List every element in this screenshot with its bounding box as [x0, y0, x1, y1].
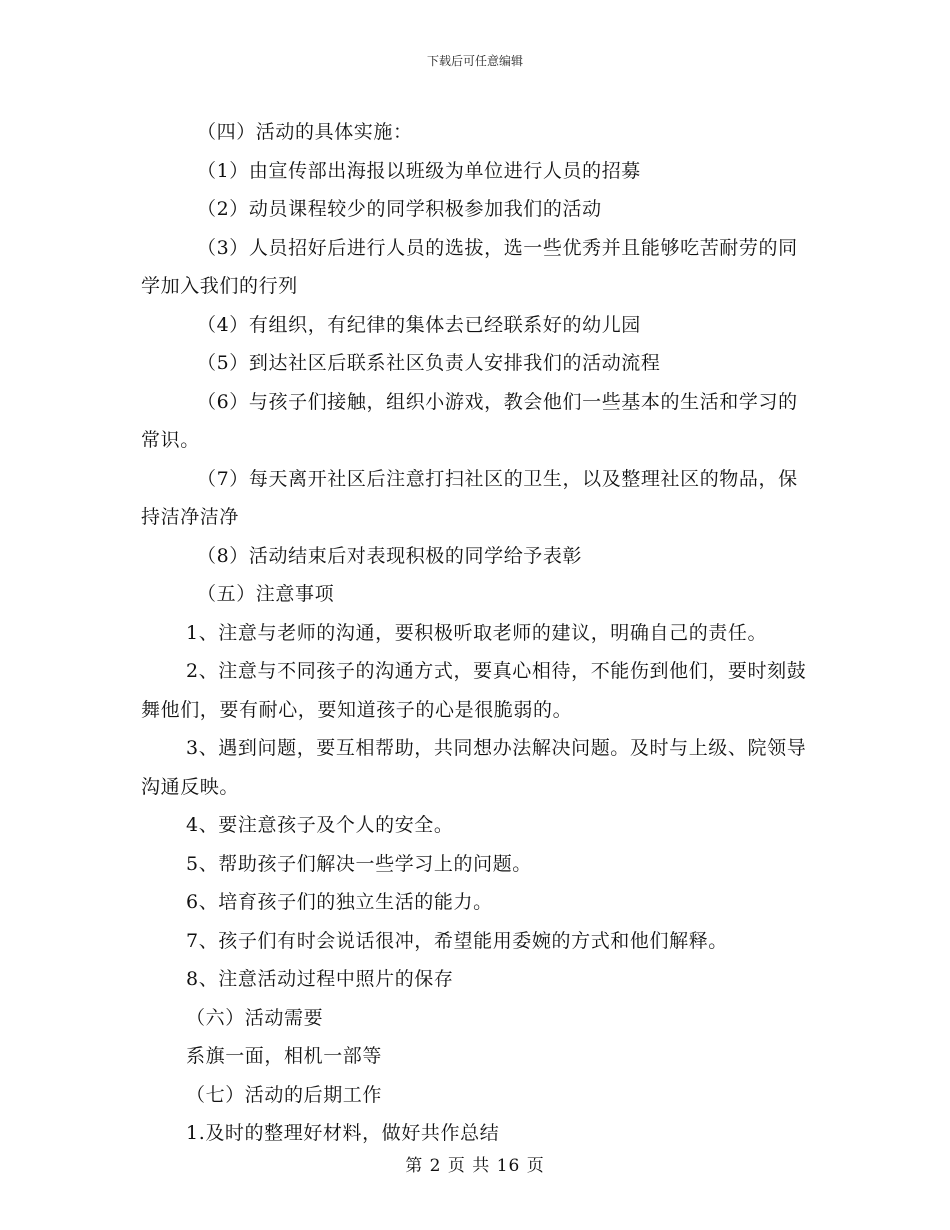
list-item: 3、遇到问题，要互相帮助，共同想办法解决问题。及时与上级、院领导沟通反映。 [141, 737, 807, 798]
list-item: （6）与孩子们接触，组织小游戏，教会他们一些基本的生活和学习的常识。 [141, 390, 798, 451]
list-item: （2）动员课程较少的同学积极参加我们的活动 [197, 198, 602, 220]
list-item: 5、帮助孩子们解决一些学习上的问题。 [186, 852, 532, 875]
list-item: 6、培育孩子们的独立生活的能力。 [186, 891, 493, 913]
list-item: （5）到达社区后联系社区负责人安排我们的活动流程 [197, 352, 661, 374]
section-heading-5: （五）注意事项 [197, 583, 335, 605]
list-item: （3）人员招好后进行人员的选拔，选一些优秀并且能够吃苦耐劳的同学加入我们的行列 [141, 236, 798, 297]
list-item: 2、注意与不同孩子的沟通方式，要真心相待，不能伤到他们，要时刻鼓舞他们，要有耐心，要知道孩子的心是很脆弱的。 [141, 660, 807, 721]
list-item: （7）每天离开社区后注意打扫社区的卫生，以及整理社区的物品，保持洁净洁净 [141, 467, 798, 528]
document-body [141, 113, 811, 1153]
paragraph: 系旗一面，相机一部等 [186, 1045, 383, 1067]
page-footer: 第 2 页 共 16 页 [405, 1156, 545, 1176]
list-item: 1、注意与老师的沟通，要积极听取老师的建议，明确自己的责任。 [186, 621, 768, 644]
section-heading-4: （四）活动的具体实施： [197, 121, 413, 143]
list-item: （8）活动结束后对表现积极的同学给予表彰 [197, 544, 583, 567]
page-header: 下载后可任意编辑 [426, 54, 523, 68]
list-item: 7、孩子们有时会说话很冲，希望能用委婉的方式和他们解释。 [186, 929, 728, 952]
list-item: 8、注意活动过程中照片的保存 [186, 968, 454, 990]
section-heading-6: （六）活动需要 [186, 1006, 324, 1029]
list-item: 1.及时的整理好材料，做好共作总结 [186, 1122, 500, 1144]
list-item: （4）有组织，有纪律的集体去已经联系好的幼儿园 [197, 313, 641, 336]
list-item: 4、要注意孩子及个人的安全。 [186, 814, 454, 836]
list-item: （1）由宣传部出海报以班级为单位进行人员的招募 [197, 159, 641, 182]
section-heading-7: （七）活动的后期工作 [186, 1083, 383, 1106]
